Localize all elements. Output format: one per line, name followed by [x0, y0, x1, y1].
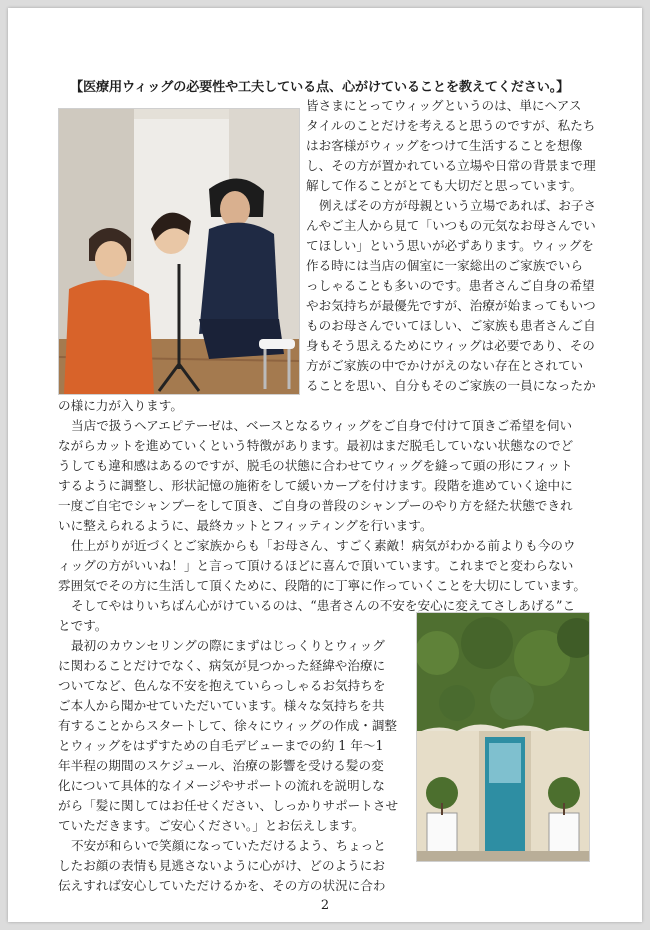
- body-text-line: はお客様がウィッグをつけて生活することを想像: [306, 138, 583, 153]
- body-text-line: 雰囲気でその方に生活して頂くために、段階的に丁寧に作っていくことを大切にしています。: [58, 578, 586, 593]
- body-text-line: ていただきます。ご安心ください。」とお伝えします。: [58, 818, 365, 833]
- page-number: 2: [320, 898, 330, 913]
- body-text-line: てほしい」という思いが必ずあります。ウィッグを: [306, 238, 594, 253]
- body-text-line: の様に力が入ります。: [58, 398, 183, 413]
- body-text-line: んやご主人から見て「いつもの元気なお母さんでい: [306, 218, 596, 233]
- body-text-line: ながらカットを進めていくという特徴があります。最初はまだ脱毛していない状態なのでど: [58, 438, 574, 453]
- body-text-line: 例えばその方が母親という立場であれば、お子さ: [319, 198, 597, 213]
- body-text-line: がら「髪に関してはお任せください、しっかりサポートさせ: [58, 798, 399, 813]
- body-text-line: タイルのことだけを考えると思うのですが、私たち: [306, 118, 596, 133]
- body-text-line: そしてやはりいちばん心がけているのは、“患者さんの不安を安心に変えてさしあげる”こ: [71, 598, 576, 613]
- body-text-line: 有することからスタートして、徐々にウィッグの作成・調整: [58, 718, 398, 733]
- body-text-line: ついてなど、色んな不安を抱えていらっしゃるお気持ちを: [58, 678, 386, 693]
- shop-front-photo: [416, 612, 590, 862]
- body-text-line: に関わることだけでなく、病気が見つかった経緯や治療に: [58, 658, 386, 673]
- body-text-line: 作る時には当店の個室に一家総出のご家族でいら: [306, 258, 584, 273]
- body-text-line: っしゃることも多いのです。患者さんご自身の希望: [306, 278, 595, 293]
- body-text-line: ることを思い、自分もそのご家族の一員になったか: [306, 378, 596, 393]
- body-text-line: 方がご家族の中でかけがえのない存在とされてい: [306, 358, 584, 373]
- section-heading: 【医療用ウィッグの必要性や工夫している点、心がけていることを教えてください。】: [70, 80, 570, 95]
- document-page: [8, 8, 642, 922]
- body-text-line: するように調整し、形状記憶の施術をして緩いカーブを付けます。段階を進めていく途中に: [58, 478, 573, 493]
- body-text-line: 年半程の期間のスケジュール、治療の影響を受ける髪の変: [58, 758, 384, 773]
- body-text-line: 化について具体的なイメージやサポートの流れを説明しな: [58, 778, 385, 793]
- body-text-line: 不安が和らいで笑顔になっていただけるよう、ちょっと: [71, 838, 386, 853]
- body-text-line: 当店で扱うヘアエピテーゼは、ベースとなるウィッグをご自身で付けて頂きご希望を伺い: [71, 418, 573, 433]
- body-text-line: とウィッグをはずすための自毛デビューまでの約 1 年〜1: [58, 738, 384, 753]
- body-text-line: 皆さまにとってウィッグというのは、単にヘアス: [306, 98, 582, 113]
- body-text-line: 身もそう思えるためにウィッグは必要であり、その: [306, 338, 595, 353]
- body-text-line: ィッグの方がいいね！」と言って頂けるほどに喜んで頂いています。これまでと変わらない: [58, 558, 574, 573]
- body-text-line: したお顔の表情も見逃さないように心がけ、どのようにお: [58, 858, 385, 873]
- body-text-line: 最初のカウンセリングの際にまずはじっくりとウィッグ: [71, 638, 385, 653]
- body-text-line: 一度ご自宅でシャンプーをして頂き、ご自身の普段のシャンプーのやり方を経た状態できれ: [58, 498, 573, 513]
- body-text-line: ものお母さんでいてほしい、ご家族も患者さんご自: [306, 318, 596, 333]
- salon-consultation-photo: [58, 108, 300, 395]
- body-text-line: 解して作ることがとても大切だと思っています。: [306, 178, 583, 193]
- body-text-line: ご本人から聞かせていただいています。様々な気持ちを共: [58, 698, 385, 713]
- body-text-line: いに整えられるように、最終カットとフィッティングを行います。: [58, 518, 433, 533]
- body-text-line: 伝えすれば安心していただけるかを、その方の状況に合わ: [58, 878, 386, 893]
- body-text-line: やお気持ちが最優先ですが、治療が始まってもいつ: [306, 298, 596, 313]
- body-text-line: とです。: [58, 618, 108, 633]
- body-text-line: うしても違和感はあるのですが、脱毛の状態に合わせてウィッグを縫って頭の形にフィット: [58, 458, 573, 473]
- body-text-line: し、その方が置かれている立場や日常の背景まで理: [306, 158, 596, 173]
- body-text-line: 仕上がりが近づくとご家族からも「お母さん、すごく素敵！病気がわかる前よりも今のウ: [71, 538, 576, 553]
